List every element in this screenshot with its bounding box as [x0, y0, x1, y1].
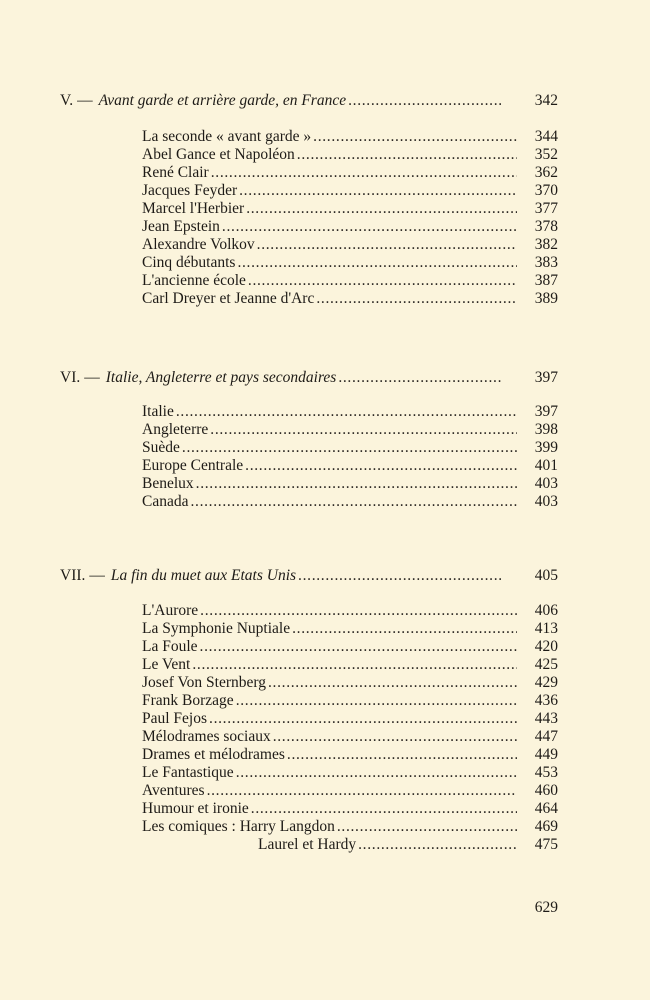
dot-leader — [236, 692, 517, 710]
toc-entry — [142, 475, 558, 493]
entry-page: 398 — [534, 421, 558, 438]
dot-leader — [222, 218, 517, 236]
dot-leader — [239, 182, 517, 200]
toc-entry — [142, 602, 558, 620]
toc-entry — [142, 764, 558, 782]
dot-leader — [209, 710, 517, 728]
entry-page: 370 — [534, 182, 558, 199]
entry-page: 449 — [534, 746, 558, 763]
dot-leader — [358, 836, 517, 854]
toc-entry — [142, 746, 558, 764]
chapter-dash: — — [89, 567, 105, 584]
chapter-page: 342 — [534, 92, 558, 109]
chapter-heading — [60, 567, 558, 585]
chapter-heading — [60, 369, 558, 387]
dot-leader — [268, 674, 517, 692]
entry-label: Mélodrames sociaux — [142, 728, 271, 745]
entry-page: 475 — [534, 836, 558, 853]
toc-entry — [142, 290, 558, 308]
entry-page: 352 — [534, 146, 558, 163]
dot-leader — [251, 800, 517, 818]
dot-leader — [273, 728, 517, 746]
entry-label: Abel Gance et Napoléon — [142, 146, 295, 163]
entry-label: Jacques Feyder — [142, 182, 238, 199]
toc-entry — [142, 164, 558, 182]
chapter-page: 397 — [534, 369, 558, 386]
entry-label: Aventures — [142, 782, 205, 799]
entry-label: Canada — [142, 493, 189, 510]
toc-entry — [142, 656, 558, 674]
entry-label: Italie — [142, 403, 174, 420]
entry-label: Drames et mélodrames — [142, 746, 285, 763]
dot-leader — [246, 200, 517, 218]
entry-page: 453 — [534, 764, 558, 781]
entry-page: 429 — [534, 674, 558, 691]
entry-label: Cinq débutants — [142, 254, 236, 271]
chapter-title: Italie, Angleterre et pays secondaires — [105, 369, 337, 386]
dot-leader — [297, 146, 517, 164]
dot-leader — [245, 457, 517, 475]
entry-page: 383 — [534, 254, 558, 271]
chapter-title: Avant garde et arrière garde, en France — [98, 92, 347, 109]
entry-label: René Clair — [142, 164, 209, 181]
dot-leader — [313, 128, 517, 146]
entry-label: La seconde « avant garde » — [142, 128, 312, 145]
entry-label: Laurel et Hardy — [258, 836, 357, 853]
chapter-number: V. — [60, 92, 74, 109]
entry-label: Le Vent — [142, 656, 191, 673]
entry-page: 460 — [534, 782, 558, 799]
dot-leader — [210, 421, 517, 439]
chapter-page: 405 — [534, 567, 558, 584]
toc-entry — [142, 674, 558, 692]
dot-leader — [196, 475, 517, 493]
entry-page: 389 — [534, 290, 558, 307]
entry-label: Paul Fejos — [142, 710, 208, 727]
entry-label: Alexandre Volkov — [142, 236, 255, 253]
entry-label: Suède — [142, 439, 180, 456]
entry-page: 387 — [534, 272, 558, 289]
toc-entry — [142, 620, 558, 638]
entry-label: Les comiques : Harry Langdon — [142, 818, 335, 835]
entry-page: 464 — [534, 800, 558, 817]
chapter-number: VII. — [60, 567, 86, 584]
chapter-dash: — — [77, 92, 93, 109]
toc-entry — [142, 439, 558, 457]
entry-label: La Symphonie Nuptiale — [142, 620, 291, 637]
entry-page: 420 — [534, 638, 558, 655]
toc-entry — [142, 421, 558, 439]
entry-page: 382 — [534, 236, 558, 253]
toc-entry — [142, 236, 558, 254]
chapter-number: VI. — [60, 369, 81, 386]
toc-entry — [142, 638, 558, 656]
entry-page: 403 — [534, 493, 558, 510]
dot-leader — [190, 493, 517, 511]
dot-leader — [338, 369, 501, 387]
entry-label: Benelux — [142, 475, 194, 492]
dot-leader — [298, 567, 501, 585]
dot-leader — [337, 818, 517, 836]
entry-label: Josef Von Sternberg — [142, 674, 266, 691]
entry-page: 406 — [534, 602, 558, 619]
entry-label: Le Fantastique — [142, 764, 234, 781]
entry-page: 436 — [534, 692, 558, 709]
entry-page: 403 — [534, 475, 558, 492]
dot-leader — [248, 272, 517, 290]
toc-entry — [142, 800, 558, 818]
entry-page: 362 — [534, 164, 558, 181]
toc-entry — [142, 146, 558, 164]
toc-entry — [142, 728, 558, 746]
dot-leader — [192, 656, 517, 674]
dot-leader — [207, 782, 517, 800]
dot-leader — [182, 439, 517, 457]
entry-page: 447 — [534, 728, 558, 745]
entry-label: Europe Centrale — [142, 457, 244, 474]
toc-entry — [142, 182, 558, 200]
dot-leader — [200, 638, 517, 656]
toc-entry — [142, 272, 558, 290]
entry-page: 413 — [534, 620, 558, 637]
toc-entry — [142, 200, 558, 218]
entry-page: 443 — [534, 710, 558, 727]
chapter-title: La fin du muet aux Etats Unis — [110, 567, 297, 584]
dot-leader — [348, 92, 501, 110]
dot-leader — [200, 602, 517, 620]
dot-leader — [292, 620, 517, 638]
toc-entry — [142, 254, 558, 272]
toc-entry — [142, 218, 558, 236]
entry-label: Jean Epstein — [142, 218, 220, 235]
entry-label: L'Aurore — [142, 602, 199, 619]
chapter-dash: — — [84, 369, 100, 386]
entry-page: 344 — [534, 128, 558, 145]
entry-label: La Foule — [142, 638, 198, 655]
entry-page: 401 — [534, 457, 558, 474]
entry-page: 469 — [534, 818, 558, 835]
toc-entry — [142, 403, 558, 421]
dot-leader — [257, 236, 517, 254]
entry-label: Marcel l'Herbier — [142, 200, 245, 217]
toc-entry — [142, 493, 558, 511]
toc-entry — [142, 782, 558, 800]
toc-entry — [142, 818, 558, 836]
entry-page: 397 — [534, 403, 558, 420]
entry-page: 399 — [534, 439, 558, 456]
dot-leader — [211, 164, 517, 182]
entry-label: Frank Borzage — [142, 692, 234, 709]
toc-entry — [142, 710, 558, 728]
entry-label: Carl Dreyer et Jeanne d'Arc — [142, 290, 315, 307]
toc-entry — [142, 692, 558, 710]
dot-leader — [237, 254, 517, 272]
entry-label: L'ancienne école — [142, 272, 246, 289]
dot-leader — [316, 290, 517, 308]
entry-page: 425 — [534, 656, 558, 673]
entry-label: Angleterre — [142, 421, 209, 438]
page-number: 629 — [534, 899, 558, 916]
dot-leader — [236, 764, 517, 782]
chapter-heading — [60, 92, 558, 110]
toc-entry — [142, 128, 558, 146]
entry-label: Humour et ironie — [142, 800, 249, 817]
toc-entry — [258, 836, 558, 854]
entry-page: 377 — [534, 200, 558, 217]
toc-entry — [142, 457, 558, 475]
entry-page: 378 — [534, 218, 558, 235]
dot-leader — [287, 746, 517, 764]
dot-leader — [176, 403, 517, 421]
